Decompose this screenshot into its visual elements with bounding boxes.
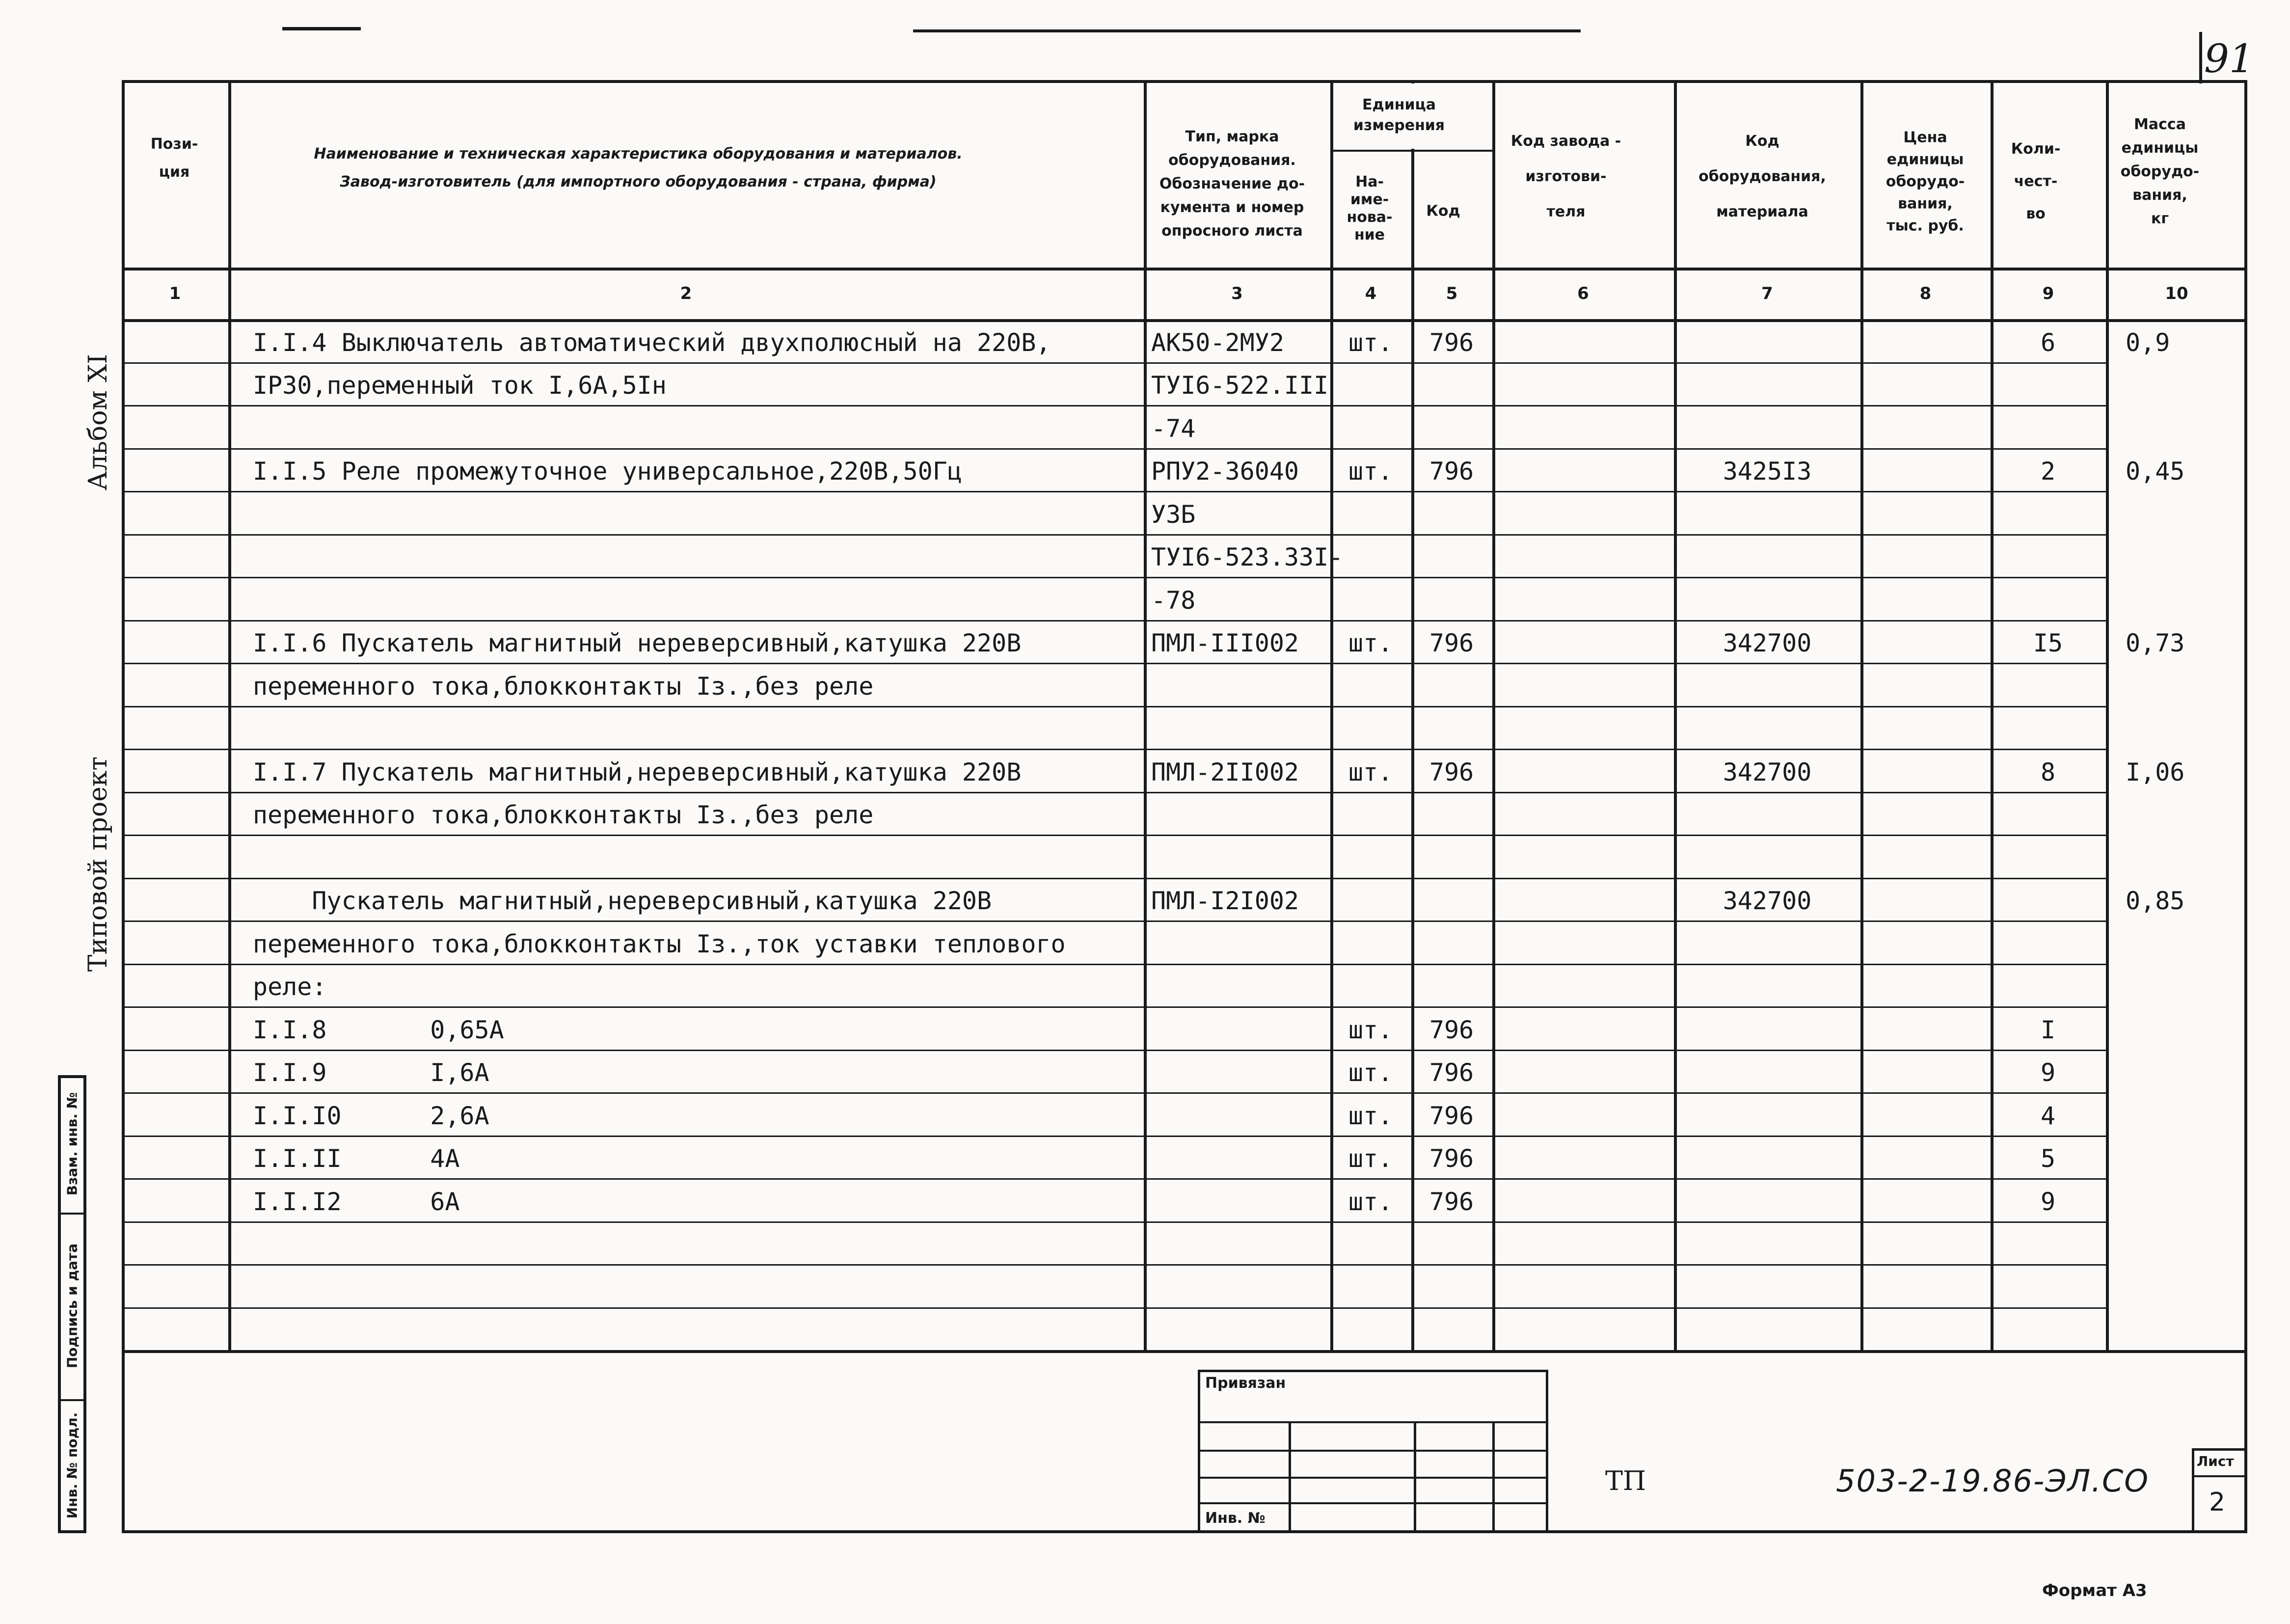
column-line: [1411, 80, 1414, 1350]
inv-label: Инв. №: [1205, 1510, 1266, 1527]
header-quantity: Коли- чест- во: [2011, 140, 2061, 222]
header-rule: [122, 268, 2247, 271]
item-quantity: I: [2040, 1015, 2056, 1044]
item-unit-code: 796: [1429, 1015, 1474, 1044]
column-line: [1674, 80, 1677, 1350]
header-type: Тип, марка оборудования. Обозначение до- кумента и номер опросного листа: [1159, 128, 1305, 240]
row-line: [122, 792, 2106, 793]
column-line: [1991, 80, 1994, 1350]
row-line: [122, 1264, 2106, 1266]
item-name: I.I.I2 6А: [253, 1187, 460, 1216]
item-quantity: 5: [2040, 1144, 2056, 1173]
item-name: I.I.5 Реле промежуточное универсальное,220В,50Гц: [253, 457, 962, 486]
column-number: 5: [1446, 283, 1458, 303]
column-number: 1: [169, 283, 181, 303]
item-name: переменного тока,блокконтакты Iз.,без реле: [253, 672, 874, 701]
item-unit: шт.: [1348, 1015, 1393, 1044]
row-line: [122, 1092, 2106, 1094]
corner-box-line: [2199, 32, 2202, 83]
item-unit-code: 796: [1429, 629, 1474, 658]
row-line: [122, 663, 2106, 664]
column-number: 9: [2042, 283, 2054, 303]
header-unit: Единица измерения: [1353, 96, 1445, 134]
item-unit: шт.: [1348, 328, 1393, 357]
title-block-line: [1198, 1502, 1548, 1504]
item-name: I.I.8 0,65А: [253, 1015, 504, 1044]
item-unit-code: 796: [1429, 1144, 1474, 1173]
row-line: [122, 749, 2106, 750]
header-equipment-code: Код оборудования, материала: [1698, 133, 1826, 220]
item-unit-code: 796: [1429, 1101, 1474, 1130]
column-number: 3: [1231, 283, 1243, 303]
title-block-line: [1492, 1421, 1495, 1533]
item-unit: шт.: [1348, 629, 1393, 658]
item-unit: шт.: [1348, 758, 1393, 786]
item-name: реле:: [253, 973, 327, 1001]
attached-label: Привязан: [1205, 1375, 1286, 1392]
item-unit: шт.: [1348, 1187, 1393, 1216]
row-line: [122, 1307, 2106, 1309]
item-unit: шт.: [1348, 1144, 1393, 1173]
item-mass: I,06: [2126, 758, 2185, 786]
item-quantity: 6: [2040, 328, 2056, 357]
format-label: Формат А3: [2042, 1581, 2147, 1600]
header-name: Наименование и техническая характеристика оборудования и материалов. Завод-изготовитель (для импортного оборудования - страна, фирма): [314, 145, 963, 190]
item-equipment-code: 3425I3: [1723, 457, 1812, 486]
title-block-line: [1198, 1450, 1548, 1452]
sheet-number: 2: [2209, 1488, 2226, 1517]
column-line: [1144, 80, 1147, 1350]
row-line: [122, 920, 2106, 922]
column-line: [1860, 80, 1863, 1350]
row-line: [122, 1006, 2106, 1008]
stamp-label: Инв. № подл.: [64, 1412, 81, 1519]
row-line: [122, 1050, 2106, 1051]
header-position: Пози- ция: [150, 135, 198, 181]
column-line: [1330, 80, 1333, 1350]
item-type: ТУI6-523.33I-: [1151, 543, 1344, 572]
item-name: I.I.4 Выключатель автоматический двухполюсный на 220В,: [253, 328, 1051, 357]
item-name: Пускатель магнитный,нереверсивный,катушка 220В: [253, 887, 992, 916]
row-line: [122, 1178, 2106, 1180]
item-name: переменного тока,блокконтакты Iз.,ток уставки теплового: [253, 929, 1066, 958]
column-number: 8: [1919, 283, 1932, 303]
item-type: ТУI6-522.III: [1151, 371, 1329, 400]
header-unit-name: На- име- нова- ние: [1347, 173, 1393, 244]
sheet-number-divider: [2192, 1475, 2247, 1477]
title-block-line: [1198, 1421, 1548, 1423]
stamp-divider: [58, 1399, 86, 1401]
project-label: Типовой проект: [83, 756, 113, 972]
item-unit-code: 796: [1429, 328, 1474, 357]
item-equipment-code: 342700: [1723, 887, 1812, 916]
item-quantity: 8: [2040, 758, 2056, 786]
row-line: [122, 577, 2106, 578]
stamp-label: Подпись и дата: [64, 1243, 81, 1369]
header-plant-code: Код завода - изготови- теля: [1510, 133, 1621, 220]
column-number: 7: [1761, 283, 1773, 303]
column-number: 4: [1365, 283, 1377, 303]
row-line: [122, 448, 2106, 450]
stamp-label: Взам. инв. №: [64, 1092, 81, 1196]
item-type: -74: [1151, 414, 1196, 443]
row-line: [122, 362, 2106, 364]
stamp-divider: [58, 1213, 86, 1215]
item-type: ПМЛ-I2I002: [1151, 887, 1299, 916]
item-name: I.I.7 Пускатель магнитный,нереверсивный,катушка 220В: [253, 758, 1022, 786]
header-unit-code: Код: [1426, 202, 1460, 220]
header-mass: Масса единицы оборудо- вания, кг: [2120, 116, 2200, 227]
column-line: [2106, 80, 2109, 1350]
column-number: 10: [2165, 283, 2188, 303]
row-line: [122, 491, 2106, 492]
row-line: [122, 706, 2106, 707]
row-line: [122, 1221, 2106, 1223]
column-line: [1492, 80, 1495, 1350]
header-rule: [122, 319, 2247, 322]
item-name: I.I.II 4А: [253, 1144, 460, 1173]
item-quantity: 4: [2040, 1101, 2056, 1130]
item-mass: 0,9: [2126, 328, 2170, 357]
title-block-line: [1289, 1421, 1291, 1533]
item-name: IP30,переменный ток I,6А,5Iн: [253, 371, 667, 400]
row-line: [122, 405, 2106, 406]
item-name: переменного тока,блокконтакты Iз.,без реле: [253, 801, 874, 830]
item-type: -78: [1151, 586, 1196, 615]
top-mark: [913, 29, 1581, 32]
row-line: [122, 620, 2106, 622]
item-name: I.I.6 Пускатель магнитный нереверсивный,катушка 220В: [253, 629, 1022, 658]
row-line: [122, 1136, 2106, 1137]
row-line: [122, 534, 2106, 536]
item-type: ПМЛ-2II002: [1151, 758, 1299, 786]
title-block-line: [1198, 1477, 1548, 1479]
item-type: ПМЛ-III002: [1151, 629, 1299, 658]
unit-subheader-rule: [1330, 150, 1492, 152]
row-line: [122, 964, 2106, 965]
item-type: РПУ2-36040: [1151, 457, 1299, 486]
item-quantity: I5: [2033, 629, 2063, 658]
item-name: I.I.9 I,6А: [253, 1058, 489, 1087]
item-type: У3Б: [1151, 500, 1196, 529]
item-quantity: 9: [2040, 1187, 2056, 1216]
item-equipment-code: 342700: [1723, 758, 1812, 786]
item-unit: шт.: [1348, 1058, 1393, 1087]
header-price: Цена единицы оборудо- вания, тыс. руб.: [1886, 129, 1965, 235]
item-mass: 0,85: [2126, 887, 2185, 916]
item-equipment-code: 342700: [1723, 629, 1812, 658]
corner-sheet-number: 91: [2204, 36, 2254, 81]
item-type: АК50-2МУ2: [1151, 328, 1284, 357]
item-unit: шт.: [1348, 1101, 1393, 1130]
column-number: 2: [680, 283, 692, 303]
row-line: [122, 878, 2106, 879]
item-mass: 0,45: [2126, 457, 2185, 486]
album-label: Альбом XI: [83, 354, 113, 490]
item-unit-code: 796: [1429, 1058, 1474, 1087]
document-number: 503-2-19.86-ЭЛ.СО: [1836, 1463, 2150, 1499]
item-mass: 0,73: [2126, 629, 2185, 658]
column-line: [228, 80, 231, 1350]
row-line: [122, 835, 2106, 836]
tp-label: ТП: [1605, 1465, 1646, 1496]
item-name: I.I.I0 2,6А: [253, 1101, 489, 1130]
sheet-label: Лист: [2197, 1453, 2234, 1469]
table-bottom-line: [122, 1350, 2247, 1353]
title-block-line: [1414, 1421, 1416, 1533]
item-quantity: 2: [2040, 457, 2056, 486]
item-quantity: 9: [2040, 1058, 2056, 1087]
item-unit-code: 796: [1429, 457, 1474, 486]
item-unit-code: 796: [1429, 1187, 1474, 1216]
top-mark: [282, 27, 361, 30]
column-number: 6: [1577, 283, 1589, 303]
item-unit: шт.: [1348, 457, 1393, 486]
item-unit-code: 796: [1429, 758, 1474, 786]
